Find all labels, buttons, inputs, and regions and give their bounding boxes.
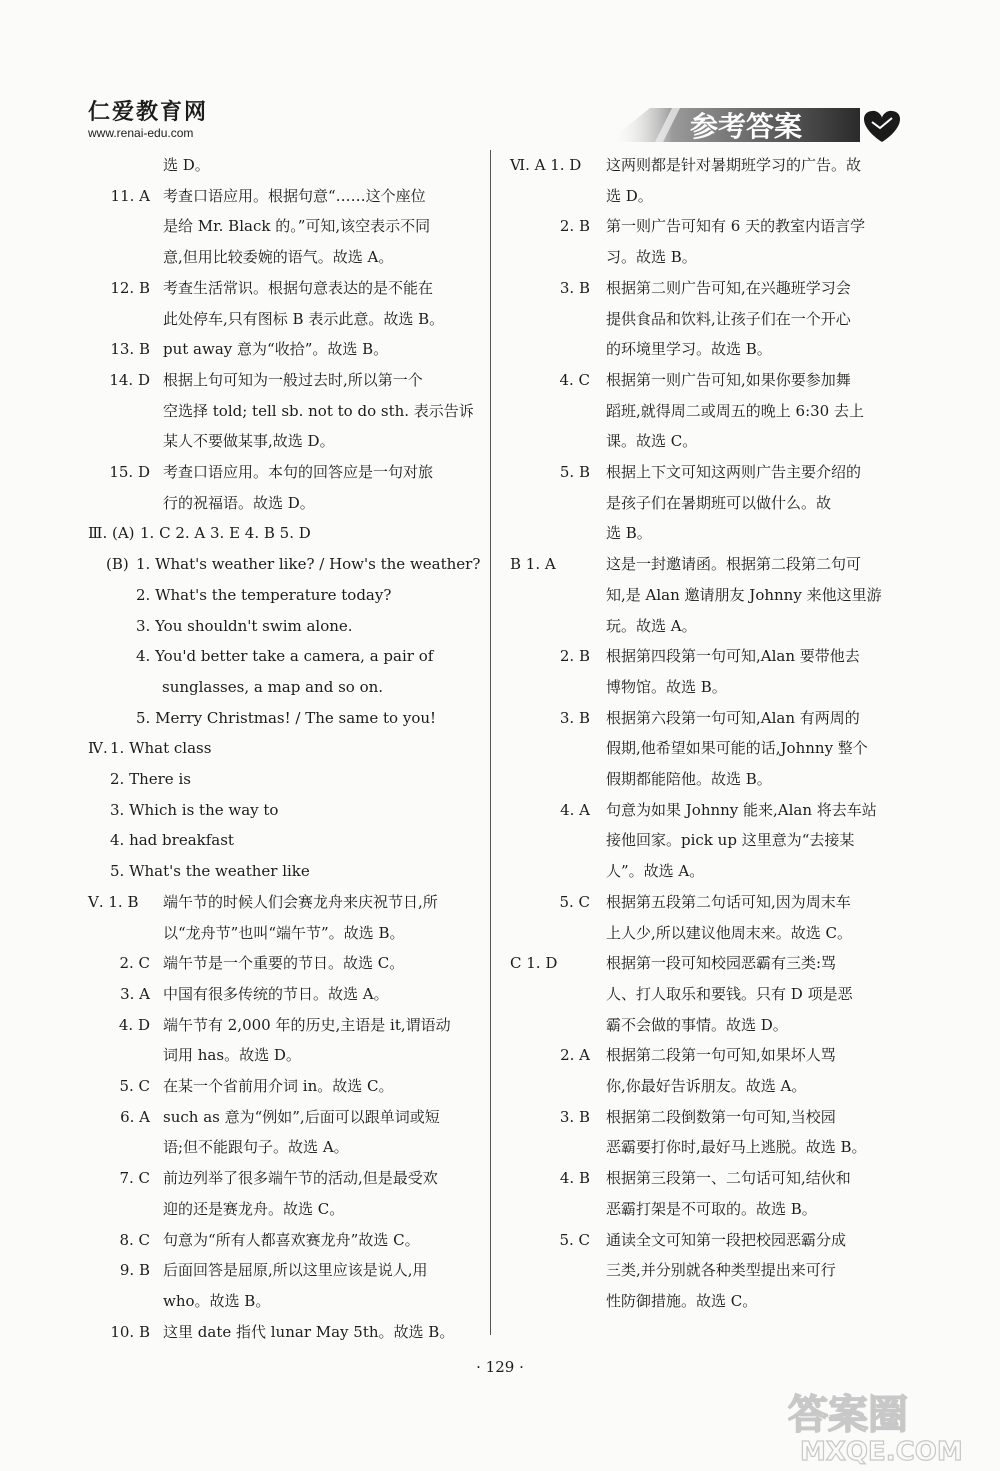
- answer-text-line: 霸不会做的事情。故选 D。: [606, 1015, 788, 1034]
- answer-text-line: 假期,他希望如果可能的话,Johnny 整个: [606, 739, 868, 758]
- answer-label: 2. A: [560, 1046, 590, 1065]
- answer-text-line: sunglasses, a map and so on.: [162, 677, 384, 696]
- answer-text-line: 是孩子们在暑期班可以做什么。故: [606, 493, 832, 512]
- answer-text-line: 2. There is: [110, 770, 191, 788]
- answer-text-line: 的环境里学习。故选 B。: [606, 340, 772, 359]
- answer-label: 4. C: [559, 370, 590, 389]
- answer-text-line: 词用 has。故选 D。: [163, 1046, 301, 1065]
- answer-text-line: who。故选 B。: [163, 1291, 271, 1310]
- answer-label: 10. B: [110, 1322, 150, 1341]
- answer-text-line: 根据第二则广告可知,在兴趣班学习会: [606, 278, 851, 297]
- answer-banner: [610, 98, 910, 148]
- answer-text-line: 5. Merry Christmas! / The same to you!: [136, 708, 437, 727]
- answer-label: 12. B: [110, 278, 150, 297]
- answer-text-line: 前边列举了很多端午节的活动,但是最受欢: [163, 1169, 438, 1188]
- answer-text-line: 根据第五段第二句话可知,因为周末车: [606, 892, 851, 911]
- answer-text-line: 接他回家。pick up 这里意为“去接某: [606, 831, 855, 850]
- answer-label: 3. B: [559, 708, 590, 727]
- answer-label: 3. B: [559, 1107, 590, 1126]
- answer-text-line: such as 意为“例如”,后面可以跟单词或短: [163, 1107, 440, 1126]
- answer-text-line: 三类,并分别就各种类型提出来可行: [606, 1261, 836, 1280]
- answer-text-line: 句意为“所有人都喜欢赛龙舟”故选 C。: [163, 1230, 420, 1249]
- site-url[interactable]: www.renai-edu.com: [88, 126, 194, 140]
- answer-label: B 1. A: [510, 555, 556, 574]
- answer-text-line: 你,你最好告诉朋友。故选 A。: [606, 1077, 807, 1095]
- answer-text-line: 以“龙舟节”也叫“端午节”。故选 B。: [163, 923, 405, 942]
- answer-text-line: 根据第二段第一句可知,如果坏人骂: [606, 1046, 836, 1065]
- answer-text-line: 端午节是一个重要的节日。故选 C。: [163, 954, 405, 973]
- answer-text-line: 3. You shouldn't swim alone.: [136, 616, 353, 635]
- answer-text-line: 在某一个省前用介词 in。故选 C。: [163, 1077, 394, 1095]
- answer-label: 4. A: [560, 800, 590, 819]
- answer-label: 11. A: [110, 186, 150, 205]
- answer-label: 14. D: [109, 370, 150, 389]
- answer-label: 4. D: [118, 1015, 150, 1034]
- answer-text-line: 根据第三段第一、二句话可知,结伙和: [606, 1169, 851, 1188]
- answer-label: 4. B: [559, 1169, 590, 1188]
- column-divider: [490, 150, 491, 1335]
- answer-label: 9. B: [119, 1261, 150, 1280]
- answer-text-line: 恶霸要打你时,最好马上逃脱。故选 B。: [606, 1138, 867, 1157]
- answer-text-line: 博物馆。故选 B。: [606, 677, 727, 696]
- answer-label: (B): [106, 555, 129, 574]
- answer-text-line: 知,是 Alan 邀请朋友 Johnny 来他这里游: [606, 585, 882, 604]
- answer-text-line: 选 D。: [163, 156, 210, 174]
- answer-text-line: 这里 date 指代 lunar May 5th。故选 B。: [163, 1322, 455, 1341]
- watermark-logo: [760, 1382, 990, 1467]
- answer-text-line: 提供食品和饮料,让孩子们在一个开心: [606, 309, 851, 328]
- answer-text-line: 考查口语应用。本句的回答应是一句对旅: [163, 463, 434, 481]
- answer-text-line: 端午节有 2,000 年的历史,主语是 it,谓语动: [163, 1015, 451, 1034]
- answer-label: 2. B: [559, 647, 590, 666]
- answer-label: 6. A: [120, 1107, 150, 1126]
- answer-label: 8. C: [119, 1230, 150, 1249]
- answer-text-line: 这是一封邀请函。根据第二段第二句可: [606, 555, 862, 574]
- answer-label: 5. B: [559, 463, 590, 481]
- answer-text-line: 2. What's the temperature today?: [136, 585, 392, 604]
- answer-label: 2. C: [119, 954, 150, 973]
- answer-text-line: 3. Which is the way to: [110, 800, 279, 819]
- answer-text-line: 根据第六段第一句可知,Alan 有两周的: [606, 708, 860, 727]
- answer-text-line: 某人不要做某事,故选 D。: [163, 432, 335, 451]
- answer-text-line: 根据第一则广告可知,如果你要参加舞: [606, 370, 851, 389]
- answer-text-line: 选 D。: [606, 186, 653, 205]
- answer-text-line: 考查生活常识。根据句意表达的是不能在: [163, 278, 434, 297]
- answer-text-line: 根据上下文可知这两则广告主要介绍的: [606, 463, 862, 481]
- answer-text-line: 语;但不能跟句子。故选 A。: [163, 1138, 349, 1157]
- answer-text-line: 假期都能陪他。故选 B。: [606, 770, 772, 788]
- site-header: [88, 100, 208, 140]
- answer-text-line: 选 B。: [606, 524, 652, 543]
- answer-text-line: 上人少,所以建议他周末来。故选 C。: [606, 923, 853, 942]
- answer-text-line: 4. had breakfast: [110, 831, 234, 850]
- answer-text-line: 根据第四段第一句可知,Alan 要带他去: [606, 647, 860, 666]
- answer-label: 2. B: [559, 217, 590, 236]
- answer-text-line: 5. What's the weather like: [110, 862, 310, 881]
- answer-text-line: 迎的还是赛龙舟。故选 C。: [163, 1199, 345, 1218]
- answer-text-line: 根据上句可知为一般过去时,所以第一个: [163, 370, 423, 389]
- answer-label: 7. C: [119, 1169, 150, 1188]
- heart-logo-icon: [864, 111, 900, 142]
- answer-text-line: 这两则都是针对暑期班学习的广告。故: [606, 156, 862, 174]
- site-name: 仁爱教育网: [88, 100, 209, 125]
- answer-text-line: 端午节的时候人们会赛龙舟来庆祝节日,所: [163, 892, 438, 911]
- page-number: · 129 ·: [476, 1358, 524, 1376]
- answer-text-line: 蹈班,就得周二或周五的晚上 6:30 去上: [606, 401, 864, 420]
- answer-text-line: 通读全文可知第一段把校园恶霸分成: [606, 1230, 847, 1249]
- answer-label: 5. C: [559, 892, 590, 911]
- answer-text-line: 是给 Mr. Black 的。”可知,该空表示不同: [163, 217, 431, 236]
- answer-label: 5. C: [119, 1077, 150, 1095]
- answer-text-line: 考查口语应用。根据句意“……这个座位: [163, 186, 426, 205]
- answer-text-line: 根据第二段倒数第一句可知,当校园: [606, 1107, 836, 1126]
- answer-label: 15. D: [109, 463, 150, 481]
- watermark-text: 答案圈: [788, 1392, 908, 1438]
- answer-label: 3. A: [120, 984, 150, 1003]
- banner-title: 参考答案: [690, 110, 803, 143]
- answer-text-line: put away 意为“收拾”。故选 B。: [163, 340, 389, 359]
- answer-label: 13. B: [110, 340, 150, 359]
- answer-text-line: 1. C 2. A 3. E 4. B 5. D: [140, 524, 311, 543]
- answer-text-line: 1. What's weather like? / How's the weather?: [136, 555, 481, 574]
- answer-text-line: 课。故选 C。: [606, 432, 698, 451]
- answer-text-line: 中国有很多传统的节日。故选 A。: [163, 984, 389, 1003]
- watermark-url: MXQE.COM: [800, 1437, 963, 1467]
- answer-text-line: 空选择 told; tell sb. not to do sth. 表示告诉: [163, 401, 474, 420]
- answer-text-line: 行的祝福语。故选 D。: [163, 493, 315, 512]
- answer-text-line: 根据第一段可知校园恶霸有三类:骂: [606, 954, 837, 973]
- answer-text-line: 后面回答是屈原,所以这里应该是说人,用: [163, 1261, 428, 1280]
- answer-text-line: 4. You'd better take a camera, a pair of: [136, 647, 434, 666]
- answer-label: C 1. D: [510, 954, 558, 973]
- answer-text-line: 性防御措施。故选 C。: [606, 1291, 758, 1310]
- answer-text-line: 玩。故选 A。: [606, 616, 697, 635]
- answer-label: 3. B: [559, 278, 590, 297]
- answer-label: Ⅴ. 1. B: [88, 892, 139, 911]
- answer-text-line: 1. What class: [110, 739, 212, 758]
- answer-label: Ⅳ.: [88, 739, 108, 758]
- answer-text-line: 人”。故选 A。: [606, 862, 705, 881]
- answer-text-line: 人、打人取乐和要钱。只有 D 项是恶: [606, 984, 853, 1003]
- answer-text-line: 句意为如果 Johnny 能来,Alan 将去车站: [606, 800, 877, 819]
- answer-text-line: 习。故选 B。: [606, 248, 697, 267]
- answer-text-line: 此处停车,只有图标 B 表示此意。故选 B。: [163, 309, 445, 328]
- answer-label: 5. C: [559, 1230, 590, 1249]
- answer-label: Ⅲ. (A): [88, 524, 135, 543]
- answer-text-line: 意,但用比较委婉的语气。故选 A。: [163, 248, 394, 267]
- answer-text-line: 恶霸打架是不可取的。故选 B。: [606, 1199, 817, 1218]
- answer-label: Ⅵ. A 1. D: [510, 156, 582, 174]
- answer-text-line: 第一则广告可知有 6 天的教室内语言学: [606, 217, 866, 236]
